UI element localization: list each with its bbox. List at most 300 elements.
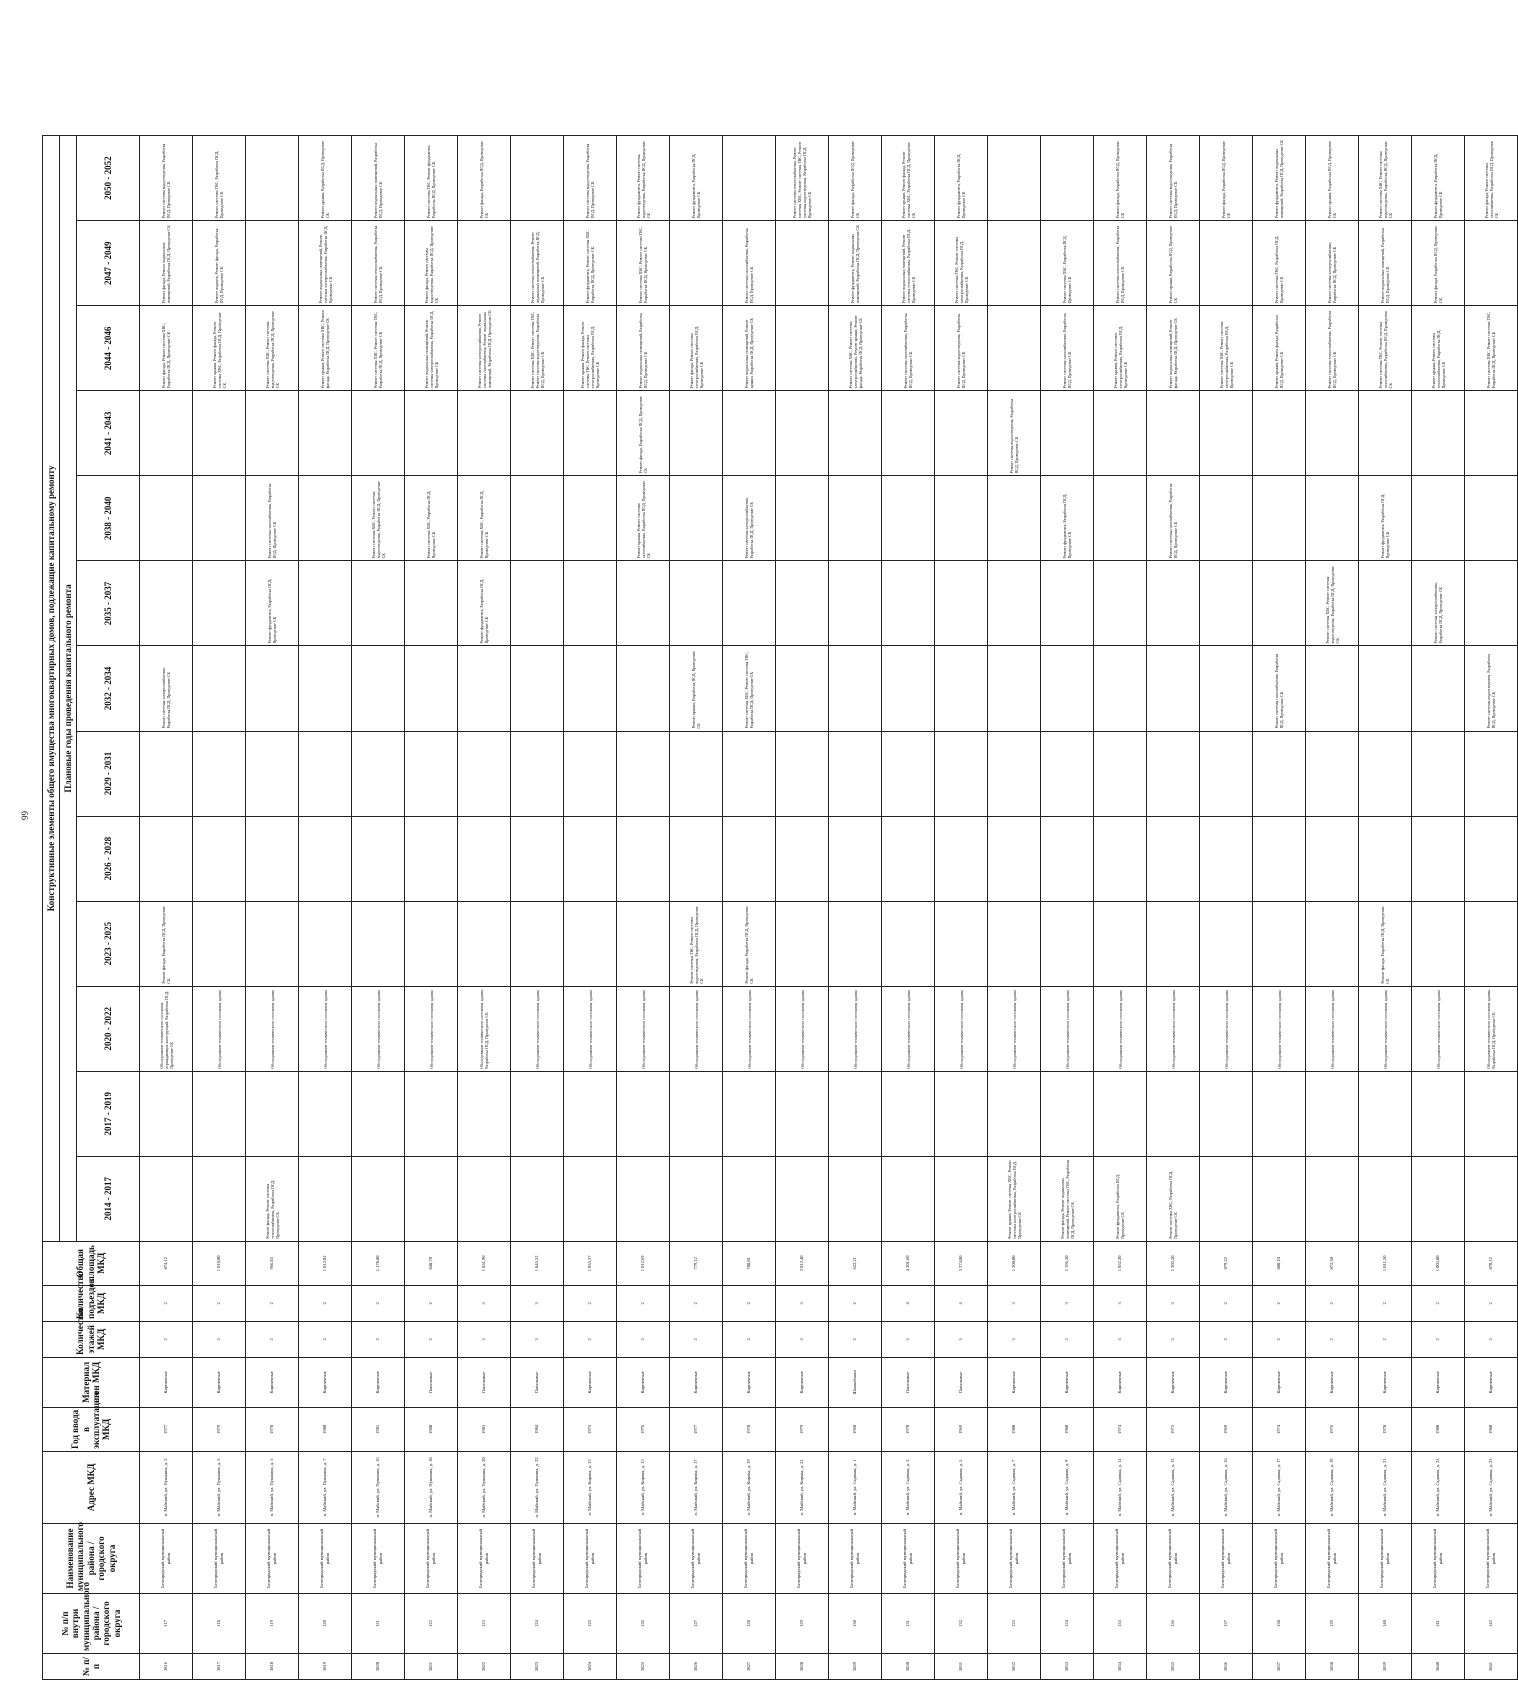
cell-work-period [1412,731,1465,816]
cell-work-period [1041,646,1094,731]
cell-entrances: 2 [1200,1285,1253,1321]
cell-area: 779,12 [670,1241,723,1285]
cell-work-period: Ремонт системы электроснабжения, Разработка ПСД, Проведение СК [723,476,776,561]
cell-work-period: Ремонт системы ТВС, Разработка ПСД, Проведение СК [1253,221,1306,306]
cell-num: 3819 [299,1653,352,1679]
table-row [882,136,935,1680]
cell-work-period: Ремонт фундамента, Ремонт подвальных помещений, Разработка ПСД, Проведение СК [1253,136,1306,221]
cell-work-period [670,1071,723,1156]
cell-work-period [1147,391,1200,476]
cell-work-period [1200,731,1253,816]
cell-year: 1976 [617,1407,670,1451]
table-row [1147,136,1200,1680]
cell-work-period [1147,731,1200,816]
cell-work-period [193,391,246,476]
cell-material: Кирпичные [617,1357,670,1407]
cell-work-period [1200,646,1253,731]
cell-entrances: 2 [1412,1285,1465,1321]
cell-work-period [882,1071,935,1156]
cell-work-period: Ремонт системы ТВС, Разработка ПСД, Проведение СК [193,136,246,221]
cell-work-period [829,646,882,731]
cell-district: Белгородский муниципальный район [1306,1523,1359,1593]
cell-work-period [193,561,246,646]
cell-district: Белгородский муниципальный район [352,1523,405,1593]
cell-work-period: Ремонт фундамента, Разработка ПСД, Проведение СК [246,561,299,646]
cell-work-period: Ремонт системы ХВС, Разработка ПСД, Проведение СК [458,476,511,561]
cell-area: 872,30 [1306,1241,1359,1285]
cell-address: п. Майский, ул. Кирова, д. 19 [723,1451,776,1523]
cell-district: Белгородский муниципальный район [299,1523,352,1593]
header-num: № п/п [43,1653,140,1679]
cell-work-period [299,646,352,731]
cell-work-period: Ремонт крыши, Ремонт фасада, Ремонт системы ХВС, Разработка ПСД, Проведение СК [193,306,246,391]
table-row [935,136,988,1680]
cell-entrances: 3 [1147,1285,1200,1321]
cell-num: 3824 [564,1653,617,1679]
table-row [1306,136,1359,1680]
cell-work-period: Обследование технического состояния здания [352,986,405,1071]
cell-work-period: Ремонт системы ТВС, Ремонт системы газоснабжения, Разработка ПСД, Проведение СК [1359,306,1412,391]
cell-material: Панельные [458,1357,511,1407]
cell-district: Белгородский муниципальный район [511,1523,564,1593]
cell-work-period [988,136,1041,221]
cell-work-period: Обследование технического состояния здания [1200,986,1253,1071]
cell-area: 870,12 [1465,1241,1518,1285]
cell-work-period [511,646,564,731]
cell-num: 3821 [405,1653,458,1679]
cell-work-period [246,1071,299,1156]
cell-district: Белгородский муниципальный район [670,1523,723,1593]
cell-work-period [405,646,458,731]
cell-work-period [564,731,617,816]
cell-work-period [776,1071,829,1156]
cell-work-period [352,1071,405,1156]
cell-work-period [829,816,882,901]
cell-work-period: Ремонт фасада, Ремонт системы водоотведения, Разработка ПСД, Проведение СК [405,221,458,306]
cell-material: Кирпичные [670,1357,723,1407]
cell-work-period: Обследование технического состояния здания, Разработка ПСД, Проведение СК [458,986,511,1071]
cell-address: п. Майский, ул. Кирова, д. 15 [617,1451,670,1523]
cell-work-period: Ремонт системы газоснабжения, Разработка ПСД, Проведение СК [246,476,299,561]
cell-address: п. Майский, ул. Садовая, д. 23 [1412,1451,1465,1523]
cell-work-period: Ремонт фасада, Ремонт системы электроснабжения, Разработка ПСД, Проведение СК [670,306,723,391]
cell-work-period [882,816,935,901]
cell-work-period [1359,1071,1412,1156]
cell-work-period [1200,391,1253,476]
cell-year: 1978 [246,1407,299,1451]
cell-work-period [1306,901,1359,986]
cell-work-period [299,901,352,986]
cell-address: п. Майский, ул. Садовая, д. 25 [1465,1451,1518,1523]
cell-work-period: Ремонт фундамента, Разработка ПСД, Проведение СК [1041,476,1094,561]
cell-work-period [1465,1071,1518,1156]
cell-work-period: Ремонт фасада, Разработка ПСД, Проведение СК [829,136,882,221]
cell-work-period [193,476,246,561]
table-row [1200,136,1253,1680]
cell-work-period: Ремонт фасада, Ремонт подвальных помещений, Разработка ПСД, Проведение СК [140,221,193,306]
cell-floors: 2 [1253,1321,1306,1357]
header-district-num: № п/п внутри муниципального района / городского округа [43,1593,140,1653]
cell-floors: 2 [299,1321,352,1357]
cell-work-period: Ремонт системы ХВС, Разработка ПСД, Проведение СК [405,476,458,561]
cell-work-period: Ремонт системы водоотведения, Разработка ПСД, Проведение СК [140,136,193,221]
table-row [1253,136,1306,1680]
cell-district-num: 138 [1253,1593,1306,1653]
cell-work-period: Ремонт системы ХВС, Ремонт системы ТВС, Разработка ПСД, Проведение СК [617,221,670,306]
cell-area: 1 851,90 [458,1241,511,1285]
cell-year: 1978 [1359,1407,1412,1451]
cell-work-period [1465,901,1518,986]
cell-work-period [935,561,988,646]
cell-material: Кирпичные [776,1357,829,1407]
cell-work-period [299,816,352,901]
cell-entrances: 2 [352,1285,405,1321]
cell-address: п. Майский, ул. Садовая, д. 15 [1200,1451,1253,1523]
cell-address: п. Майский, ул. Пушкина, д. 5 [246,1451,299,1523]
cell-work-period: Обследование технического состояния здания [1094,986,1147,1071]
cell-work-period [776,221,829,306]
cell-work-period [1359,646,1412,731]
table-row [458,136,511,1680]
header-year-range: 2017 - 2019 [77,1071,140,1156]
cell-work-period: Ремонт крыши, Ремонт системы ХВС, Ремонт фасада, Разработка ПСД, Проведение СК [299,306,352,391]
cell-work-period [935,1071,988,1156]
cell-area: 1 200,00 [988,1241,1041,1285]
cell-work-period: Обследование технического состояния здания, Разработка ПСД, Проведение СК [1465,986,1518,1071]
cell-floors: 2 [829,1321,882,1357]
cell-work-period [1412,1071,1465,1156]
cell-work-period [723,731,776,816]
cell-material: Панельные [882,1357,935,1407]
cell-material: Кирпичные [1306,1357,1359,1407]
cell-year: 1980 [1041,1407,1094,1451]
cell-area: 1 011,50 [1359,1241,1412,1285]
cell-work-period [1094,731,1147,816]
cell-work-period: Ремонт фундамента, Разработка ПСД, Проведение СК [1359,476,1412,561]
cell-work-period: Ремонт системы ТВС, Ремонт системы водоотведения, Разработка ПСД, Проведение СК [670,901,723,986]
cell-area: 1 012,02 [299,1241,352,1285]
cell-work-period [988,816,1041,901]
cell-work-period [193,731,246,816]
cell-district-num: 142 [1465,1593,1518,1653]
cell-work-period [511,476,564,561]
cell-work-period: Ремонт подвальных помещений, Ремонт системы теплоснабжения, Разработка ПСД, Проведение СК [882,221,935,306]
cell-work-period [776,561,829,646]
cell-district-num: 122 [405,1593,458,1653]
cell-work-period [1306,1156,1359,1241]
cell-work-period: Ремонт системы водоотведения, Разработка ПСД, Проведение СК [1465,646,1518,731]
cell-work-period [1253,561,1306,646]
cell-work-period [352,561,405,646]
cell-work-period [511,731,564,816]
cell-material: Кирпичные [1094,1357,1147,1407]
cell-district-num: 134 [1041,1593,1094,1653]
cell-year: 1970 [882,1407,935,1451]
cell-address: п. Майский, ул. Пушкина, д. 7 [299,1451,352,1523]
cell-work-period [1359,1156,1412,1241]
cell-material: Кирпичные [1041,1357,1094,1407]
cell-work-period: Ремонт системы ХВС, Ремонт системы электроснабжения, Ремонт крыши, Ремонт фасада, Разработка ПСД, Проведение СК [829,306,882,391]
cell-address: п. Майский, ул. Пушкина, д. 20 [458,1451,511,1523]
cell-area: 848,70 [405,1241,458,1285]
cell-entrances: 2 [670,1285,723,1321]
table-row [405,136,458,1680]
cell-address: п. Майский, ул. Садовая, д. 1 [829,1451,882,1523]
cell-district: Белгородский муниципальный район [1147,1523,1200,1593]
cell-work-period [1147,646,1200,731]
cell-entrances: 2 [405,1285,458,1321]
cell-work-period [882,391,935,476]
cell-work-period [670,476,723,561]
cell-area: 880,10 [1253,1241,1306,1285]
table-row [723,136,776,1680]
cell-num: 3841 [1465,1653,1518,1679]
cell-work-period [617,816,670,901]
cell-address: п. Майский, ул. Садовая, д. 5 [935,1451,988,1523]
cell-work-period: Ремонт крыши, Ремонт системы ХВС, Ремонт системы электроснабжения, Разработка ПСД, Проведение СК [988,1156,1041,1241]
cell-num: 3823 [511,1653,564,1679]
cell-work-period [299,476,352,561]
cell-work-period [1094,1071,1147,1156]
header-entrances: Количество подъездов МКД [43,1285,140,1321]
cell-work-period [1359,391,1412,476]
cell-work-period [193,1156,246,1241]
cell-entrances: 2 [723,1285,776,1321]
cell-year: 1980 [1465,1407,1518,1451]
cell-district: Белгородский муниципальный район [193,1523,246,1593]
cell-num: 3839 [1359,1653,1412,1679]
cell-work-period [988,221,1041,306]
cell-work-period [1306,646,1359,731]
cell-year: 1980 [405,1407,458,1451]
cell-work-period: Обследование технического состояния здания [511,986,564,1071]
cell-work-period [1041,1071,1094,1156]
cell-work-period: Ремонт подвальных помещений, Разработка ПСД, Проведение СК [617,306,670,391]
table-row [511,136,564,1680]
cell-work-period [458,901,511,986]
cell-work-period [352,731,405,816]
cell-work-period [617,901,670,986]
cell-work-period: Ремонт фундамента, Разработка ПСД, Проведение СК [935,136,988,221]
cell-work-period [617,1071,670,1156]
cell-floors: 3 [458,1321,511,1357]
cell-material: Кирпичные [1200,1357,1253,1407]
cell-district-num: 127 [670,1593,723,1653]
cell-work-period [935,731,988,816]
cell-work-period [299,561,352,646]
cell-num: 3834 [1094,1653,1147,1679]
cell-work-period [1200,476,1253,561]
table-row [1041,136,1094,1680]
cell-material: Кирпичные [352,1357,405,1407]
cell-address: п. Майский, ул. Садовая, д. 13 [1147,1451,1200,1523]
cell-work-period: Ремонт системы газоснабжения, Разработка ПСД, Проведение СК [1147,476,1200,561]
cell-work-period: Ремонт фасада, Разработка ПСД, Проведение СК [140,901,193,986]
cell-district: Белгородский муниципальный район [1094,1523,1147,1593]
table-row [776,136,829,1680]
cell-area: 1 003,80 [1412,1241,1465,1285]
cell-work-period [1253,1071,1306,1156]
cell-num: 3825 [617,1653,670,1679]
header-year-range: 2032 - 2034 [77,646,140,731]
cell-work-period [670,561,723,646]
cell-work-period [405,901,458,986]
cell-work-period [140,391,193,476]
cell-work-period [617,1156,670,1241]
cell-year: 1977 [140,1407,193,1451]
cell-district-num: 140 [1359,1593,1412,1653]
cell-district: Белгородский муниципальный район [988,1523,1041,1593]
cell-work-period [564,391,617,476]
table-row [829,136,882,1680]
cell-work-period [882,1156,935,1241]
cell-work-period [511,1156,564,1241]
cell-work-period [829,1156,882,1241]
cell-work-period [246,391,299,476]
cell-district: Белгородский муниципальный район [1200,1523,1253,1593]
cell-num: 3818 [246,1653,299,1679]
cell-work-period [776,391,829,476]
cell-entrances: 3 [1041,1285,1094,1321]
cell-work-period [1306,816,1359,901]
cell-work-period [1359,816,1412,901]
cell-num: 3835 [1147,1653,1200,1679]
cell-work-period: Ремонт крыши, Ремонт фасада, Разработка ПСД, Проведение СК [1253,306,1306,391]
cell-entrances: 2 [829,1285,882,1321]
cell-floors: 2 [352,1321,405,1357]
cell-work-period: Ремонт фасада, Ремонт подвальных помещений, Ремонт системы ТВС, Разработка ПСД, Проведение СК [1041,1156,1094,1241]
cell-district: Белгородский муниципальный район [723,1523,776,1593]
cell-work-period [1465,731,1518,816]
cell-district: Белгородский муниципальный район [1253,1523,1306,1593]
cell-year: 1981 [352,1407,405,1451]
cell-material: Кирпичные [723,1357,776,1407]
cell-work-period [564,1071,617,1156]
cell-floors: 2 [1412,1321,1465,1357]
cell-floors: 2 [140,1321,193,1357]
cell-work-period [1253,816,1306,901]
cell-district-num: 117 [140,1593,193,1653]
cell-year: 1969 [1200,1407,1253,1451]
header-year-range: 2041 - 2043 [77,391,140,476]
cell-district: Белгородский муниципальный район [617,1523,670,1593]
cell-address: п. Майский, ул. Садовая, д. 17 [1253,1451,1306,1523]
cell-work-period [246,136,299,221]
cell-entrances: 2 [564,1285,617,1321]
header-year: Год ввода в эксплуатацию МКД [43,1407,140,1451]
cell-work-period: Ремонт фасада, Разработка ПСД, Проведение СК [458,136,511,221]
cell-work-period: Ремонт фасада, Разработка ПСД, Проведение СК [1359,901,1412,986]
cell-work-period: Ремонт системы водоотведения, Разработка ПСД, Проведение СК [564,136,617,221]
cell-work-period [776,901,829,986]
cell-work-period [246,221,299,306]
cell-material: Кирпичные [299,1357,352,1407]
table-row [564,136,617,1680]
cell-area: 1 035,37 [564,1241,617,1285]
cell-floors: 5 [935,1321,988,1357]
cell-district-num: 126 [617,1593,670,1653]
cell-work-period [1200,901,1253,986]
cell-work-period: Ремонт крыши, Разработка ПСД, Проведение СК [1306,136,1359,221]
cell-work-period [511,901,564,986]
cell-area: 2 012,40 [776,1241,829,1285]
cell-material: Панельные [935,1357,988,1407]
cell-work-period [458,816,511,901]
cell-work-period [140,816,193,901]
cell-work-period: Ремонт системы ТВС, Ремонт системы электроснабжения, Разработка ПСД, Проведение СК [935,221,988,306]
cell-floors: 3 [511,1321,564,1357]
cell-work-period [988,731,1041,816]
cell-district-num: 119 [246,1593,299,1653]
cell-work-period [458,221,511,306]
table-row [299,136,352,1680]
cell-work-period: Ремонт системы электроснабжения, Разработка ПСД, Проведение СК [140,646,193,731]
cell-work-period: Обследование технического состояния здания [776,986,829,1071]
cell-work-period [1359,731,1412,816]
cell-work-period: Обследование технического состояния здания [829,986,882,1071]
cell-work-period [988,306,1041,391]
cell-floors: 3 [776,1321,829,1357]
cell-district-num: 129 [776,1593,829,1653]
cell-floors: 3 [1147,1321,1200,1357]
cell-address: п. Майский, ул. Садовая, д. 19 [1306,1451,1359,1523]
cell-entrances: 2 [193,1285,246,1321]
cell-work-period [1253,731,1306,816]
cell-work-period: Ремонт крыши, Разработка ПСД, Проведение СК [1147,221,1200,306]
cell-entrances: 2 [299,1285,352,1321]
cell-work-period [352,816,405,901]
cell-work-period [1359,561,1412,646]
cell-address: п. Майский, ул. Пушкина, д. 2 [140,1451,193,1523]
cell-work-period: Ремонт системы газоснабжения, Разработка ПСД, Проведение СК [1253,646,1306,731]
cell-work-period [988,476,1041,561]
cell-work-period [1306,476,1359,561]
cell-district-num: 141 [1412,1593,1465,1653]
cell-work-period [564,646,617,731]
cell-area: 874,12 [140,1241,193,1285]
cell-num: 3829 [829,1653,882,1679]
cell-entrances: 2 [1465,1285,1518,1321]
cell-work-period [458,731,511,816]
cell-district-num: 118 [193,1593,246,1653]
cell-work-period [935,476,988,561]
cell-district-num: 125 [564,1593,617,1653]
cell-area: 1 196,30 [1041,1241,1094,1285]
cell-work-period [1306,391,1359,476]
cell-material: Кирпичные [988,1357,1041,1407]
cell-address: п. Майский, ул. Садовая, д. 21 [1359,1451,1412,1523]
cell-work-period: Обследование технического состояния здания [723,986,776,1071]
cell-work-period: Ремонт фундамента, Ремонт системы ХВС, Разработка ПСД, Проведение СК [564,221,617,306]
table-row [193,136,246,1680]
cell-work-period: Ремонт системы ХВС, Разработка ПСД, Проведение СК [1147,1156,1200,1241]
cell-year: 1974 [1253,1407,1306,1451]
cell-work-period: Ремонт крыши, Ремонт системы электроснабжения, Разработка ПСД, Проведение СК [1094,306,1147,391]
cell-entrances: 4 [882,1285,935,1321]
cell-work-period: Обследование технического состояния здания [1412,986,1465,1071]
cell-work-period: Ремонт крыши, Разработка ПСД, Проведение СК [670,646,723,731]
cell-work-period [723,1156,776,1241]
cell-work-period [405,731,458,816]
cell-work-period: Ремонт системы ХВС, Ремонт системы электроснабжения, Разработка ПСД, Проведение СК [1200,306,1253,391]
table-row [1359,136,1412,1680]
cell-area: 1 010,00 [193,1241,246,1285]
header-year-range: 2020 - 2022 [77,986,140,1071]
cell-work-period [1306,731,1359,816]
cell-year: 1979 [193,1407,246,1451]
cell-work-period: Обследование технического состояния здания [1147,986,1200,1071]
cell-work-period: Обследование технического состояния здания [617,986,670,1071]
